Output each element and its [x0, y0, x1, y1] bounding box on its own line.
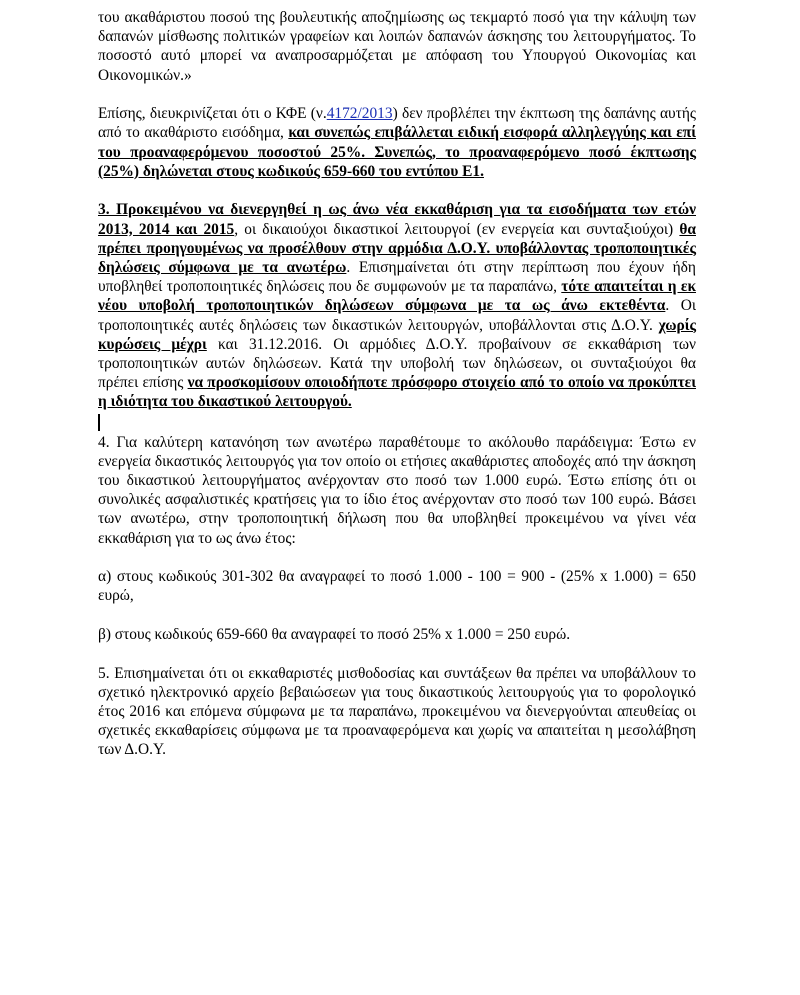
emphasis-text: να προσκομίσουν οποιοδήποτε πρόσφορο στοιχείο από το οποίο να προκύπτει η ιδιότητα του δικαστικού λειτουργού. — [98, 374, 697, 411]
paragraph-text: . Οι τροποποιητικές αυτές δηλώσεις των δικαστικών λειτουργών, υποβάλλονται στις Δ.Ο.Υ. — [98, 297, 697, 334]
paragraph-example-a — [98, 567, 696, 605]
paragraph-text: α) στους κωδικούς 301-302 θα αναγραφεί το ποσό 1.000 - 100 = 900 - (25% x 1.000) = 650 ευρώ, — [98, 568, 696, 605]
emphasis-text: και συνεπώς επιβάλλεται ειδική εισφορά αλληλεγγύης και επί του προαναφερόμενου ποσοστού 25%. Συνεπώς, το προαναφερόμενο ποσό έκπτωσης (25%) δηλώνεται στους κωδικούς 659-660 του εντύπου Ε1. — [98, 124, 696, 180]
paragraph-text: 4. Για καλύτερη κατανόηση των ανωτέρω παραθέτουμε το ακόλουθο παράδειγμα: Έστω εν ενεργεία δικαστικός λειτουργός για τον οποίο οι ετήσιες ακαθάριστες αποδοχές από την άσκηση του δικαστικού λειτουργήματος ανέρχονταν στο ποσό των 1.000 ευρώ. Έστω επίσης ότι οι συνολικές ασφαλιστικές κρατήσεις για το ίδιο έτος ανέρχονταν στο ποσό των 100 ευρώ. Βάσει των ανωτέρω, στην τροποποιητική δήλωση που θα υποβληθεί προκειμένου να γίνει νέα εκκαθάριση για το ως άνω έτος: — [98, 433, 696, 547]
paragraph-section-4 — [98, 433, 696, 548]
paragraph-text: β) στους κωδικούς 659-660 θα αναγραφεί το ποσό 25% x 1.000 = 250 ευρώ. — [98, 626, 571, 644]
emphasis-text: θα πρέπει προηγουμένως να προσέλθουν στην αρμόδια Δ.Ο.Υ. υποβάλλοντας τροποποιητικές δηλώσεις σύμφωνα με τα ανωτέρω — [98, 220, 696, 277]
paragraph-clarification — [98, 104, 696, 181]
emphasis-text: χωρίς κυρώσεις μέχρι — [98, 316, 696, 353]
paragraph-text: , οι δικαιούχοι δικαστικοί λειτουργοί (εν ενεργεία και συνταξιούχοι) — [234, 220, 680, 238]
paragraph-section-3 — [98, 200, 696, 411]
text-cursor — [98, 414, 100, 431]
paragraph-text: και 31.12.2016. Οι αρμόδιες Δ.Ο.Υ. προβαίνουν σε εκκαθάριση των τροποποιητικών αυτών δηλώσεων. Κατά την υποβολή των δηλώσεων, οι συνταξιούχοι θα πρέπει επίσης — [98, 335, 696, 392]
paragraph-text: Επίσης, διευκρινίζεται ότι ο ΚΦΕ (ν. — [98, 105, 327, 123]
paragraph-text: ) δεν προβλέπει την έκπτωση της δαπάνης αυτής από το ακαθάριστο εισόδημα, — [98, 105, 696, 142]
emphasis-text: τότε απαιτείται η εκ νέου υποβολή τροποποιητικών δηλώσεων σύμφωνα με τα ως άνω εκτεθέντα — [98, 278, 696, 315]
paragraph-example-b — [98, 625, 696, 644]
law-link[interactable]: 4172/2013 — [326, 105, 393, 123]
paragraph-quote-end — [98, 8, 696, 85]
paragraph-text: 5. Επισημαίνεται ότι οι εκκαθαριστές μισθοδοσίας και συντάξεων θα πρέπει να υποβάλλουν το σχετικό ηλεκτρονικό αρχείο βεβαιώσεων για τους δικαστικούς λειτουργούς για το φορολογικό έτος 2016 και επόμενα σύμφωνα με τα παραπάνω, προκειμένου να διενεργούνται απευθείας οι σχετικές εκκαθαρίσεις σύμφωνα με τα προαναφερόμενα και χωρίς να απαιτείται η μεσολάβηση των Δ.Ο.Υ. — [98, 664, 696, 759]
document-page[interactable] — [98, 8, 696, 779]
paragraph-text: . Επισημαίνεται ότι στην περίπτωση που έχουν ήδη υποβληθεί τροποποιητικές δηλώσεις που δε συμφωνούν με τα παραπάνω, — [98, 259, 696, 296]
paragraph-text: του ακαθάριστου ποσού της βουλευτικής αποζημίωσης ως τεκμαρτό ποσό για την κάλυψη των δαπανών μίσθωσης πολιτικών γραφείων και λοιπών δαπανών άσκησης του λειτουργήματος. Το ποσοστό αυτό μπορεί να αναπροσαρμόζεται με απόφαση του Υπουργού Οικονομίας και Οικονομικών.» — [98, 9, 696, 84]
section-heading: 3. Προκειμένου να διενεργηθεί η ως άνω νέα εκκαθάριση για τα εισοδήματα των ετών 2013, 2014 και 2015 — [98, 201, 696, 238]
paragraph-section-5 — [98, 664, 696, 760]
